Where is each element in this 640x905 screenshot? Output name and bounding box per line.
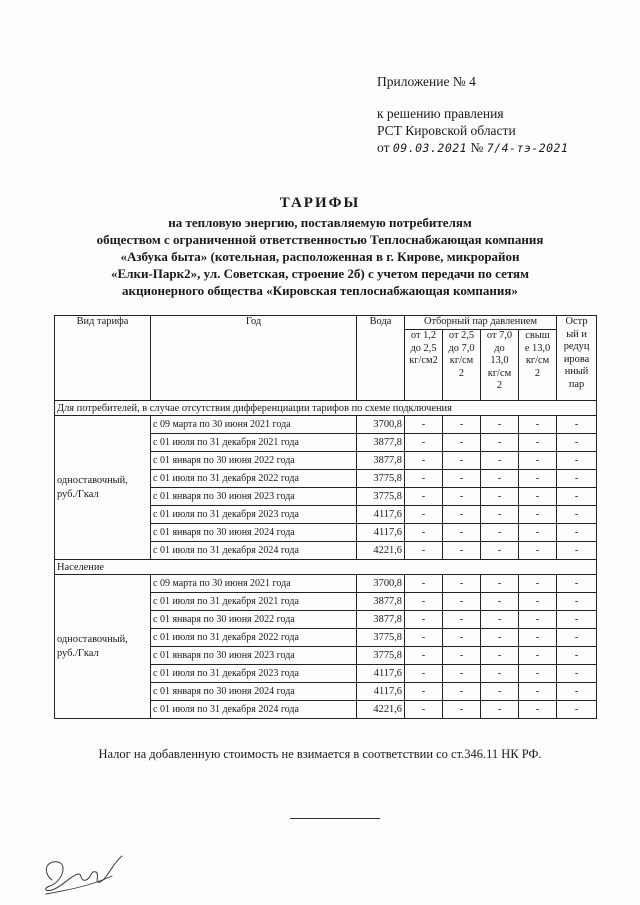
- period-cell: с 01 июля по 31 декабря 2021 года: [151, 593, 357, 611]
- empty-value-cell: -: [481, 524, 519, 542]
- empty-value-cell: -: [519, 683, 557, 701]
- water-value-cell: 4117,6: [357, 506, 405, 524]
- period-cell: с 01 июля по 31 декабря 2022 года: [151, 629, 357, 647]
- empty-value-cell: -: [557, 665, 597, 683]
- water-value-cell: 3775,8: [357, 470, 405, 488]
- handwritten-date: 09.03.2021: [392, 141, 468, 155]
- empty-value-cell: -: [405, 611, 443, 629]
- empty-value-cell: -: [481, 542, 519, 560]
- tariff-kind-cell: [55, 575, 151, 719]
- empty-value-cell: -: [443, 542, 481, 560]
- empty-value-cell: -: [519, 506, 557, 524]
- water-value-cell: 3700,8: [357, 575, 405, 593]
- tariff-kind-line: одноставочный,: [57, 474, 128, 486]
- empty-value-cell: -: [557, 593, 597, 611]
- empty-value-cell: -: [557, 416, 597, 434]
- header-line: Остр: [565, 316, 588, 327]
- header-line: ирова: [563, 353, 590, 365]
- document-title: [0, 192, 640, 299]
- empty-value-cell: -: [405, 683, 443, 701]
- period-cell: с 01 января по 30 июня 2023 года: [151, 488, 357, 506]
- header-line: кг/см: [449, 355, 474, 366]
- empty-value-cell: -: [443, 470, 481, 488]
- empty-value-cell: -: [519, 629, 557, 647]
- empty-value-cell: -: [405, 629, 443, 647]
- empty-value-cell: -: [443, 434, 481, 452]
- empty-value-cell: -: [519, 593, 557, 611]
- period-cell: с 01 июля по 31 декабря 2021 года: [151, 434, 357, 452]
- empty-value-cell: -: [519, 647, 557, 665]
- empty-value-cell: -: [519, 524, 557, 542]
- empty-value-cell: -: [405, 434, 443, 452]
- empty-value-cell: -: [557, 629, 597, 647]
- period-cell: с 09 марта по 30 июня 2021 года: [151, 575, 357, 593]
- empty-value-cell: -: [557, 470, 597, 488]
- empty-value-cell: -: [519, 665, 557, 683]
- empty-value-cell: -: [557, 701, 597, 719]
- header-line: кг/см: [525, 355, 550, 366]
- period-cell: с 01 января по 30 июня 2023 года: [151, 647, 357, 665]
- header-kind: Вид тарифа: [55, 316, 151, 401]
- empty-value-cell: -: [557, 452, 597, 470]
- empty-value-cell: -: [557, 611, 597, 629]
- vat-footnote: Налог на добавленную стоимость не взимается в соответствии со ст.346.11 НК РФ.: [98, 747, 542, 761]
- empty-value-cell: -: [443, 575, 481, 593]
- empty-value-cell: -: [557, 524, 597, 542]
- empty-value-cell: -: [557, 542, 597, 560]
- date-prefix: от: [377, 140, 390, 155]
- empty-value-cell: -: [443, 647, 481, 665]
- handwritten-signature-icon: [38, 852, 128, 898]
- header-line: кг/см2: [409, 355, 438, 366]
- empty-value-cell: -: [519, 416, 557, 434]
- empty-value-cell: -: [519, 575, 557, 593]
- appendix-number: Приложение № 4: [377, 74, 476, 89]
- divider-line: [290, 818, 380, 819]
- empty-value-cell: -: [481, 647, 519, 665]
- empty-value-cell: -: [481, 701, 519, 719]
- tariff-table-body: [55, 401, 597, 719]
- handwritten-number: 7/4-тэ-2021: [486, 141, 569, 155]
- table-row: [55, 416, 597, 434]
- empty-value-cell: -: [481, 611, 519, 629]
- header-line: до: [494, 342, 505, 354]
- period-cell: с 09 марта по 30 июня 2021 года: [151, 416, 357, 434]
- title-line: акционерного общества «Кировская теплоснабжающая компания»: [122, 283, 518, 298]
- period-cell: с 01 января по 30 июня 2022 года: [151, 452, 357, 470]
- empty-value-cell: -: [481, 434, 519, 452]
- header-steam-2: [443, 330, 481, 401]
- header-line: ый и: [566, 328, 587, 340]
- header-steam-1: [405, 330, 443, 401]
- water-value-cell: 4117,6: [357, 683, 405, 701]
- empty-value-cell: -: [443, 701, 481, 719]
- water-value-cell: 3877,8: [357, 611, 405, 629]
- empty-value-cell: -: [443, 416, 481, 434]
- water-value-cell: 3877,8: [357, 434, 405, 452]
- header-line: пар: [568, 378, 585, 390]
- water-value-cell: 4221,6: [357, 701, 405, 719]
- empty-value-cell: -: [557, 575, 597, 593]
- period-cell: с 01 января по 30 июня 2022 года: [151, 611, 357, 629]
- header-line: 2: [534, 367, 541, 379]
- section-title: Население: [55, 560, 597, 575]
- empty-value-cell: -: [481, 629, 519, 647]
- empty-value-cell: -: [481, 488, 519, 506]
- header-line: 2: [458, 367, 465, 379]
- title-line: на тепловую энергию, поставляемую потребителям: [168, 215, 472, 230]
- empty-value-cell: -: [443, 665, 481, 683]
- section-title: Для потребителей, в случае отсутствия дифференциации тарифов по схеме подключения: [55, 401, 597, 416]
- water-value-cell: 3775,8: [357, 629, 405, 647]
- empty-value-cell: -: [519, 434, 557, 452]
- empty-value-cell: -: [405, 488, 443, 506]
- header-line: кг/см: [487, 367, 512, 379]
- empty-value-cell: -: [481, 683, 519, 701]
- empty-value-cell: -: [519, 470, 557, 488]
- header-line: нный: [564, 366, 589, 377]
- header-line: от 1,2: [410, 330, 437, 341]
- empty-value-cell: -: [405, 470, 443, 488]
- empty-value-cell: -: [519, 542, 557, 560]
- empty-value-cell: -: [557, 647, 597, 665]
- appendix-block: [377, 73, 568, 157]
- empty-value-cell: -: [405, 416, 443, 434]
- tariff-kind-cell: [55, 416, 151, 560]
- water-value-cell: 3877,8: [357, 593, 405, 611]
- empty-value-cell: -: [443, 524, 481, 542]
- empty-value-cell: -: [481, 575, 519, 593]
- header-line: редуц: [563, 341, 590, 352]
- title-line: «Азбука быта» (котельная, расположенная в г. Кирове, микрорайон: [120, 249, 520, 264]
- water-value-cell: 4117,6: [357, 665, 405, 683]
- header-line: 13,0: [490, 355, 509, 366]
- header-line: до 7,0: [448, 342, 475, 354]
- header-line: до 2,5: [410, 342, 437, 354]
- empty-value-cell: -: [481, 665, 519, 683]
- period-cell: с 01 июля по 31 декабря 2024 года: [151, 542, 357, 560]
- empty-value-cell: -: [557, 506, 597, 524]
- header-year: Год: [151, 316, 357, 401]
- period-cell: с 01 января по 30 июня 2024 года: [151, 524, 357, 542]
- header-line: е 13,0: [524, 342, 551, 354]
- empty-value-cell: -: [519, 452, 557, 470]
- tariff-kind-line: одноставочный,: [57, 633, 128, 645]
- section-row: [55, 401, 597, 416]
- empty-value-cell: -: [481, 593, 519, 611]
- water-value-cell: 3700,8: [357, 416, 405, 434]
- empty-value-cell: -: [443, 452, 481, 470]
- water-value-cell: 3775,8: [357, 647, 405, 665]
- header-steam: Отборный пар давлением: [405, 316, 557, 330]
- appendix-line-1: к решению правления: [377, 106, 504, 121]
- empty-value-cell: -: [405, 524, 443, 542]
- water-value-cell: 4117,6: [357, 524, 405, 542]
- empty-value-cell: -: [443, 683, 481, 701]
- header-line: 2: [496, 380, 503, 391]
- appendix-date-line: [377, 139, 568, 157]
- header-steam-4: [519, 330, 557, 401]
- header-line: от 2,5: [448, 330, 475, 341]
- period-cell: с 01 января по 30 июня 2024 года: [151, 683, 357, 701]
- tariff-table: [54, 315, 597, 719]
- number-prefix: №: [470, 140, 484, 155]
- empty-value-cell: -: [443, 611, 481, 629]
- water-value-cell: 3877,8: [357, 452, 405, 470]
- header-sharp-steam: [557, 316, 597, 401]
- empty-value-cell: -: [405, 701, 443, 719]
- empty-value-cell: -: [481, 452, 519, 470]
- title-heading: ТАРИФЫ: [279, 195, 361, 211]
- section-row: [55, 560, 597, 575]
- empty-value-cell: -: [443, 629, 481, 647]
- empty-value-cell: -: [405, 593, 443, 611]
- empty-value-cell: -: [405, 647, 443, 665]
- tariff-kind-line: руб./Гкал: [57, 647, 99, 659]
- empty-value-cell: -: [405, 575, 443, 593]
- empty-value-cell: -: [443, 593, 481, 611]
- empty-value-cell: -: [481, 506, 519, 524]
- header-water: Вода: [357, 316, 405, 401]
- empty-value-cell: -: [443, 506, 481, 524]
- water-value-cell: 3775,8: [357, 488, 405, 506]
- table-row: [55, 575, 597, 593]
- empty-value-cell: -: [557, 488, 597, 506]
- water-value-cell: 4221,6: [357, 542, 405, 560]
- empty-value-cell: -: [519, 701, 557, 719]
- period-cell: с 01 июля по 31 декабря 2023 года: [151, 665, 357, 683]
- empty-value-cell: -: [519, 488, 557, 506]
- period-cell: с 01 июля по 31 декабря 2022 года: [151, 470, 357, 488]
- empty-value-cell: -: [519, 611, 557, 629]
- header-steam-3: [481, 330, 519, 401]
- empty-value-cell: -: [557, 683, 597, 701]
- empty-value-cell: -: [405, 452, 443, 470]
- empty-value-cell: -: [405, 506, 443, 524]
- empty-value-cell: -: [481, 470, 519, 488]
- empty-value-cell: -: [405, 665, 443, 683]
- empty-value-cell: -: [481, 416, 519, 434]
- empty-value-cell: -: [405, 542, 443, 560]
- period-cell: с 01 июля по 31 декабря 2024 года: [151, 701, 357, 719]
- empty-value-cell: -: [557, 434, 597, 452]
- tariff-kind-line: руб./Гкал: [57, 488, 99, 500]
- empty-value-cell: -: [443, 488, 481, 506]
- appendix-line-2: РСТ Кировской области: [377, 123, 516, 138]
- title-line: «Елки-Парк2», ул. Советская, строение 2б) с учетом передачи по сетям: [111, 266, 529, 281]
- header-line: свыш: [525, 330, 550, 341]
- title-line: обществом с ограниченной ответственностью Теплоснабжающая компания: [96, 232, 544, 247]
- header-line: от 7,0: [486, 330, 513, 341]
- period-cell: с 01 июля по 31 декабря 2023 года: [151, 506, 357, 524]
